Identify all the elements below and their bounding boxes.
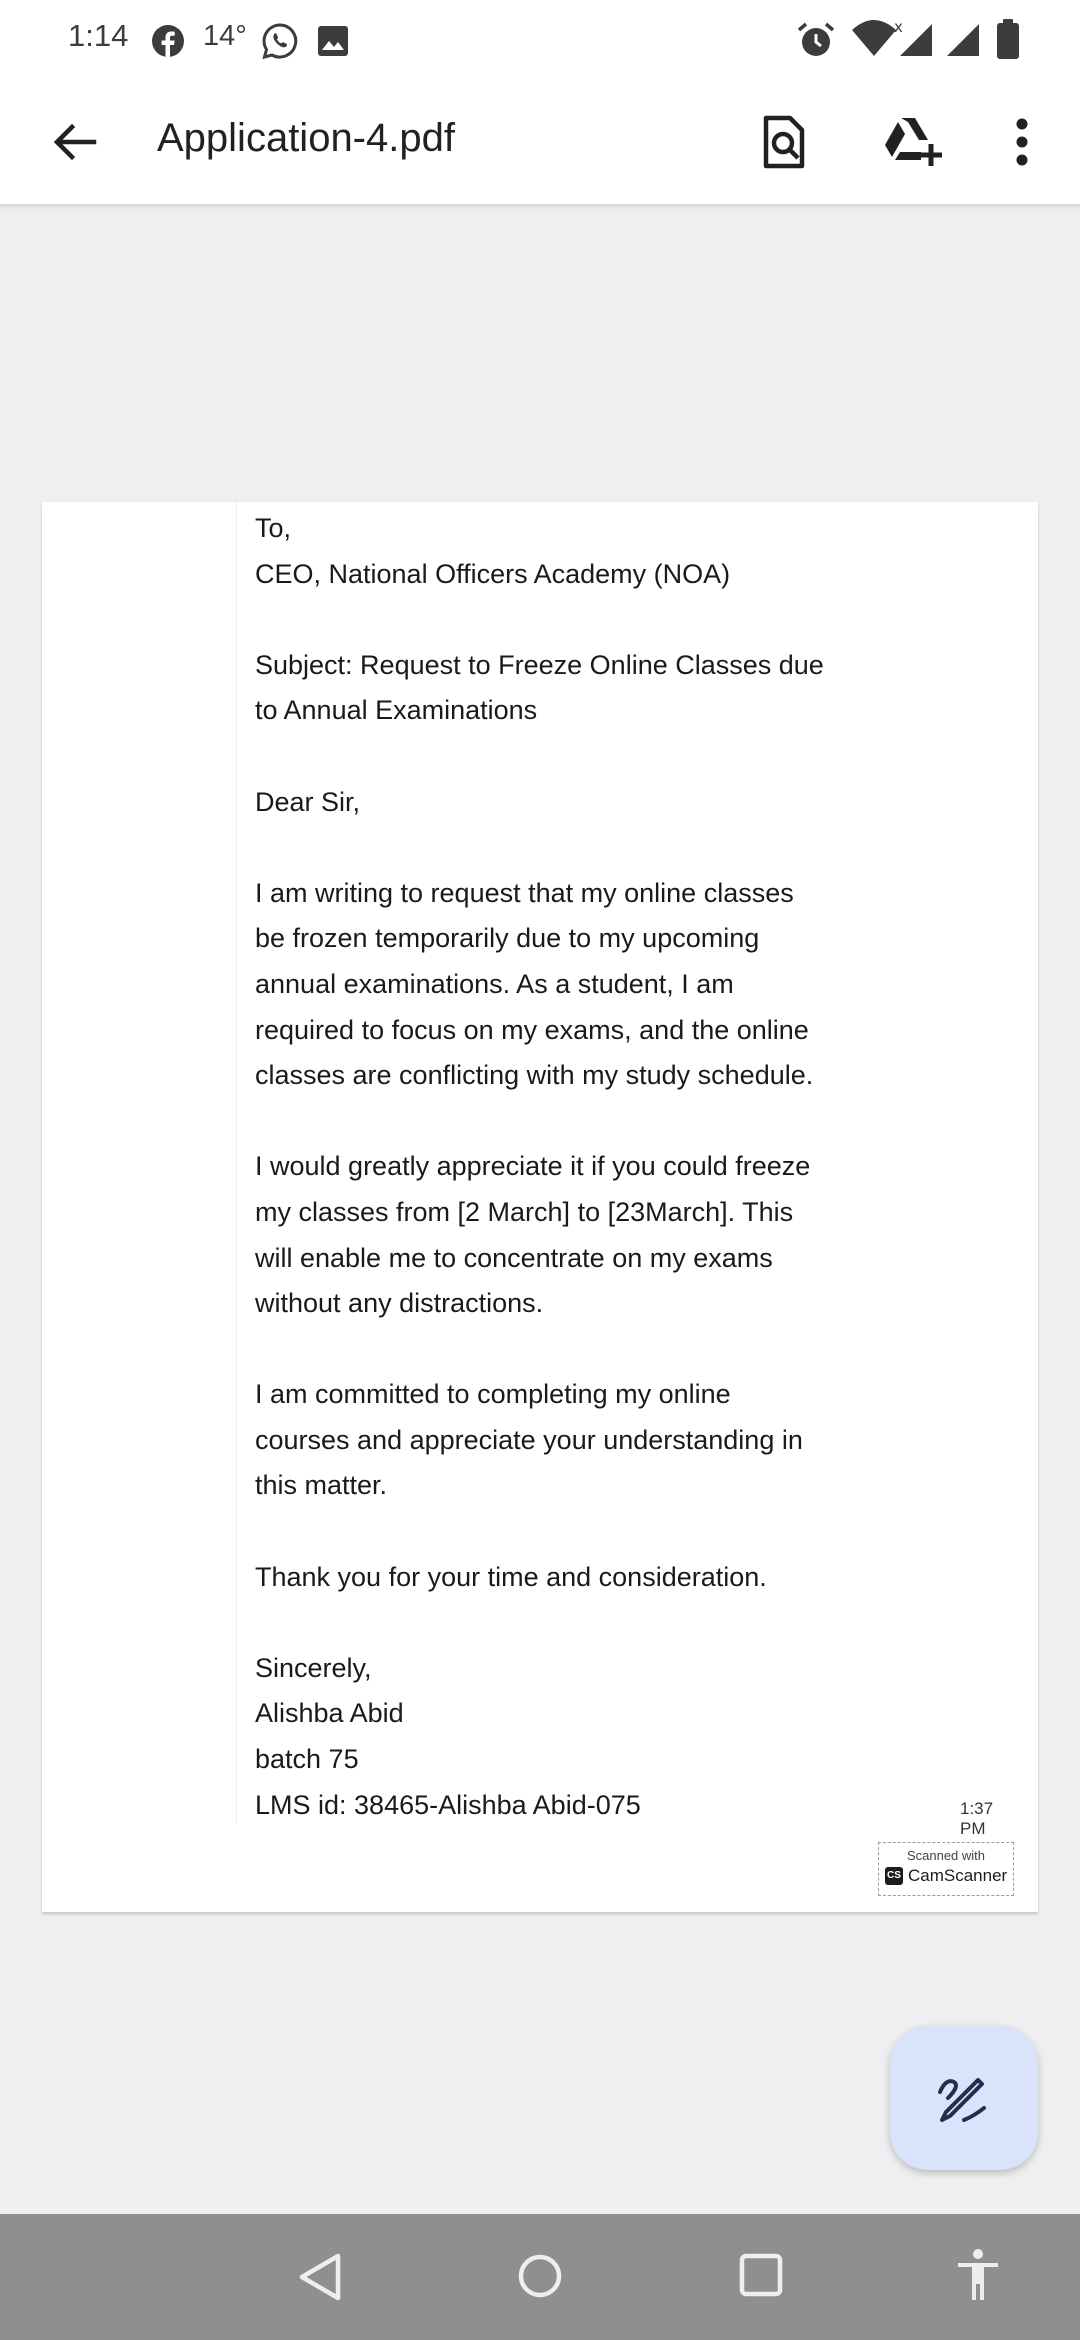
watermark-brand: CamScanner [908,1866,1008,1885]
blank-line [255,1600,875,1646]
letter-line: LMS id: 38465-Alishba Abid-075 [255,1789,641,1820]
arrow-back-icon [50,118,98,166]
svg-text:x: x [894,18,903,36]
pdf-page[interactable] [42,502,1038,1912]
letter-line: I am committed to completing my online [255,1379,731,1410]
letter-line: Dear Sir, [255,786,361,817]
blank-line [255,825,875,871]
more-options-icon [1014,117,1030,167]
letter-line: will enable me to concentrate on my exams [255,1242,773,1273]
letter-line: classes are conflicting with my study schedule. [255,1060,814,1091]
watermark-caption: Scanned with [906,1848,986,1863]
add-to-drive-icon [881,116,945,168]
home-circle-icon[interactable] [516,2252,564,2300]
find-in-document-button[interactable] [744,102,824,182]
letter-line: CEO, National Officers Academy (NOA) [255,558,731,589]
letter-line: this matter. [255,1470,388,1501]
letter-line: without any distractions. [255,1288,544,1319]
letter-line: to Annual Examinations [255,695,538,726]
camscanner-logo: CS [885,1867,903,1885]
accessibility-icon[interactable] [954,2248,1002,2302]
letter-line: Subject: Request to Freeze Online Classes due [255,649,824,680]
signal-icon [945,22,981,58]
letter-line: Alishba Abid [255,1698,404,1729]
letter-line: To, [255,513,292,543]
letter-body [255,506,875,1828]
letter-line: required to focus on my exams, and the online [255,1014,809,1045]
status-time: 1:14 [68,18,129,53]
facebook-icon [151,24,185,58]
letter-line: Thank you for your time and consideration. [255,1561,767,1592]
blank-line [255,1099,875,1145]
letter-line: my classes from [2 March] to [23March]. This [255,1196,794,1227]
recents-square-icon[interactable] [738,2252,784,2298]
letter-line: be frozen temporarily due to my upcoming [255,923,760,954]
edit-pen-icon [934,2068,994,2128]
wifi-icon [850,18,902,58]
letter-line: I am writing to request that my online classes [255,877,794,908]
letter-line: annual examinations. As a student, I am [255,968,734,999]
alarm-icon [796,20,836,60]
blank-line [255,1509,875,1555]
letter-line: batch 75 [255,1744,359,1775]
blank-line [255,734,875,780]
letter-line: courses and appreciate your understanding in [255,1424,803,1455]
add-to-drive-button[interactable] [868,102,958,182]
more-options-button[interactable] [1000,102,1044,182]
edit-fab-button[interactable] [890,2026,1038,2170]
whatsapp-icon [261,22,299,60]
letter-line: I would greatly appreciate it if you could freeze [255,1151,811,1182]
navigation-bar [0,2214,1080,2340]
battery-icon [995,18,1021,60]
scan-timestamp: 1:37 PM [960,1799,994,1838]
camscanner-watermark [878,1842,1014,1896]
letter-line: Sincerely, [255,1652,372,1683]
signal-icon [898,22,934,58]
letter-scan [236,502,994,1838]
blank-line [255,597,875,643]
find-in-document-icon [760,115,808,169]
back-button[interactable] [34,102,114,182]
gallery-icon [317,25,349,57]
status-temperature: 14° [203,20,247,52]
back-triangle-icon[interactable] [296,2252,344,2302]
status-bar [0,0,1080,80]
document-title: Application-4.pdf [157,116,455,160]
blank-line [255,1327,875,1373]
app-bar [0,80,1080,206]
